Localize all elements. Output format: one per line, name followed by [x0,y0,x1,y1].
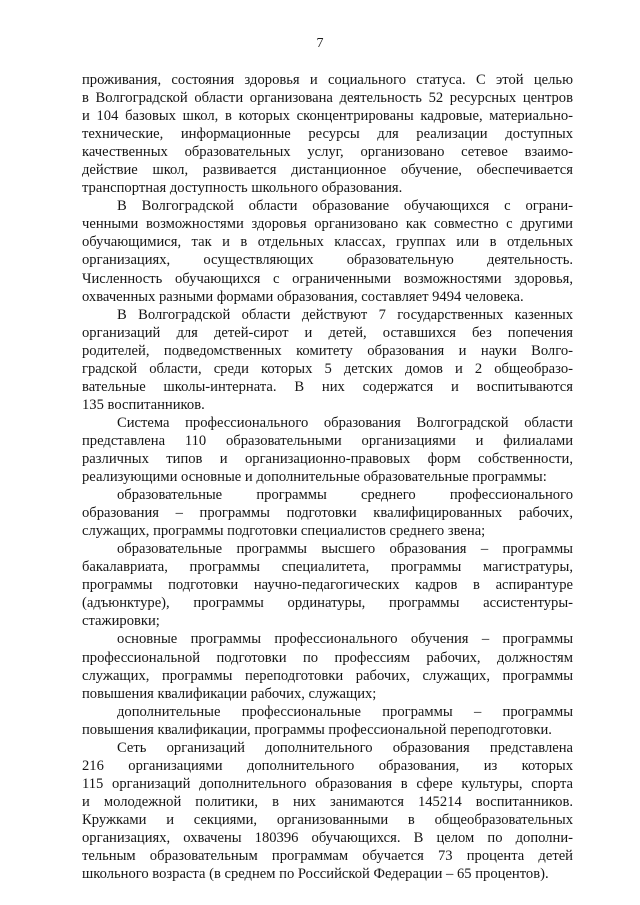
text-line: профессиональной подготовки по профессиям рабочих, должностям [82,649,573,666]
text-line: бакалавриата, программы специалитета, программы магистратуры, [82,559,573,576]
text-line: программы подготовки научно-педагогических кадров в аспирантуре [82,577,573,594]
text-line: организациях, осуществляющих образовательную деятельность. [82,252,573,269]
text-line: образовательные программы высшего образования – программы [117,541,573,558]
text-line: и молодежной политики, в них занимаются 145214 воспитанников. [82,793,573,810]
text-line: в Волгоградской области организована деятельность 52 ресурсных центров [82,90,573,107]
text-line: образовательные программы среднего профессионального [117,487,573,504]
text-line: родителей, подведомственных комитету образования и науки Волго- [82,342,573,359]
text-line: Кружками и секциями, организованными в общеобразовательных [82,811,573,828]
text-line: школьного возраста (в среднем по Российской Федерации – 65 процентов). [82,866,549,883]
text-line: качественных образовательных услуг, организовано сетевое взаимо- [82,144,573,161]
text-line: различных типов и организационно-правовых форм собственности, [82,450,573,467]
text-line: Система профессионального образования Волгоградской области [117,414,573,431]
text-line: организациях, охвачены 180396 обучающихся. В целом по дополни- [82,829,573,846]
text-line: и 104 базовых школ, в которых сконцентрированы кадровые, материально- [82,108,573,125]
page-number: 7 [316,36,324,51]
text-line: образования – программы подготовки квалифицированных рабочих, [82,505,573,522]
text-line: вательные школы-интерната. В них содержатся и воспитываются [82,378,573,395]
text-line: транспортная доступность школьного образования. [82,180,403,197]
text-line: В Волгоградской области действуют 7 государственных казенных [117,306,573,323]
body-text [82,71,573,883]
text-line: тельным образовательным программам обучается 73 процента детей [82,848,573,865]
text-line: проживания, состояния здоровья и социального статуса. С этой целью [82,72,573,88]
text-line: обучающимися, так и в отдельных классах, группах или в отдельных [82,234,573,251]
text-line: 216 организациями дополнительного образования, из которых [82,757,573,774]
text-line: Сеть организаций дополнительного образования представлена [117,739,573,756]
text-line: градской области, среди которых 5 детских домов и 2 общеобразо- [82,360,573,377]
text-line: 115 организаций дополнительного образования в сфере культуры, спорта [82,775,573,792]
text-line: 135 воспитанников. [82,396,205,413]
text-line: организаций для детей-сирот и детей, оставшихся без попечения [82,324,573,341]
text-line: технические, информационные ресурсы для реализации доступных [82,126,573,143]
text-line: служащих, программы подготовки специалистов среднего звена; [82,523,486,540]
text-line: охваченных разными формами образования, составляет 9494 человека. [82,288,524,305]
text-line: дополнительные профессиональные программы – программы [117,703,573,720]
text-line: (адъюнктуре), программы ординатуры, программы ассистентуры- [82,595,573,612]
text-line: повышения квалификации, программы профессиональной переподготовки. [82,721,552,738]
text-line: действие школ, развивается дистанционное обучение, обеспечивается [82,162,573,179]
text-line: ченными возможностями здоровья организовано как совместно с другими [82,216,573,233]
text-line: Численность обучающихся с ограниченными возможностями здоровья, [82,270,573,287]
text-line: служащих, программы переподготовки рабочих, служащих, программы [82,667,573,684]
text-line: повышения квалификации рабочих, служащих; [82,685,377,702]
text-line: представлена 110 образовательными организациями и филиалами [82,432,573,449]
text-line: реализующими основные и дополнительные образовательные программы: [82,469,547,486]
text-line: основные программы профессионального обучения – программы [117,631,573,648]
text-line: стажировки; [82,613,160,630]
text-line: В Волгоградской области образование обучающихся с ограни- [117,198,573,215]
